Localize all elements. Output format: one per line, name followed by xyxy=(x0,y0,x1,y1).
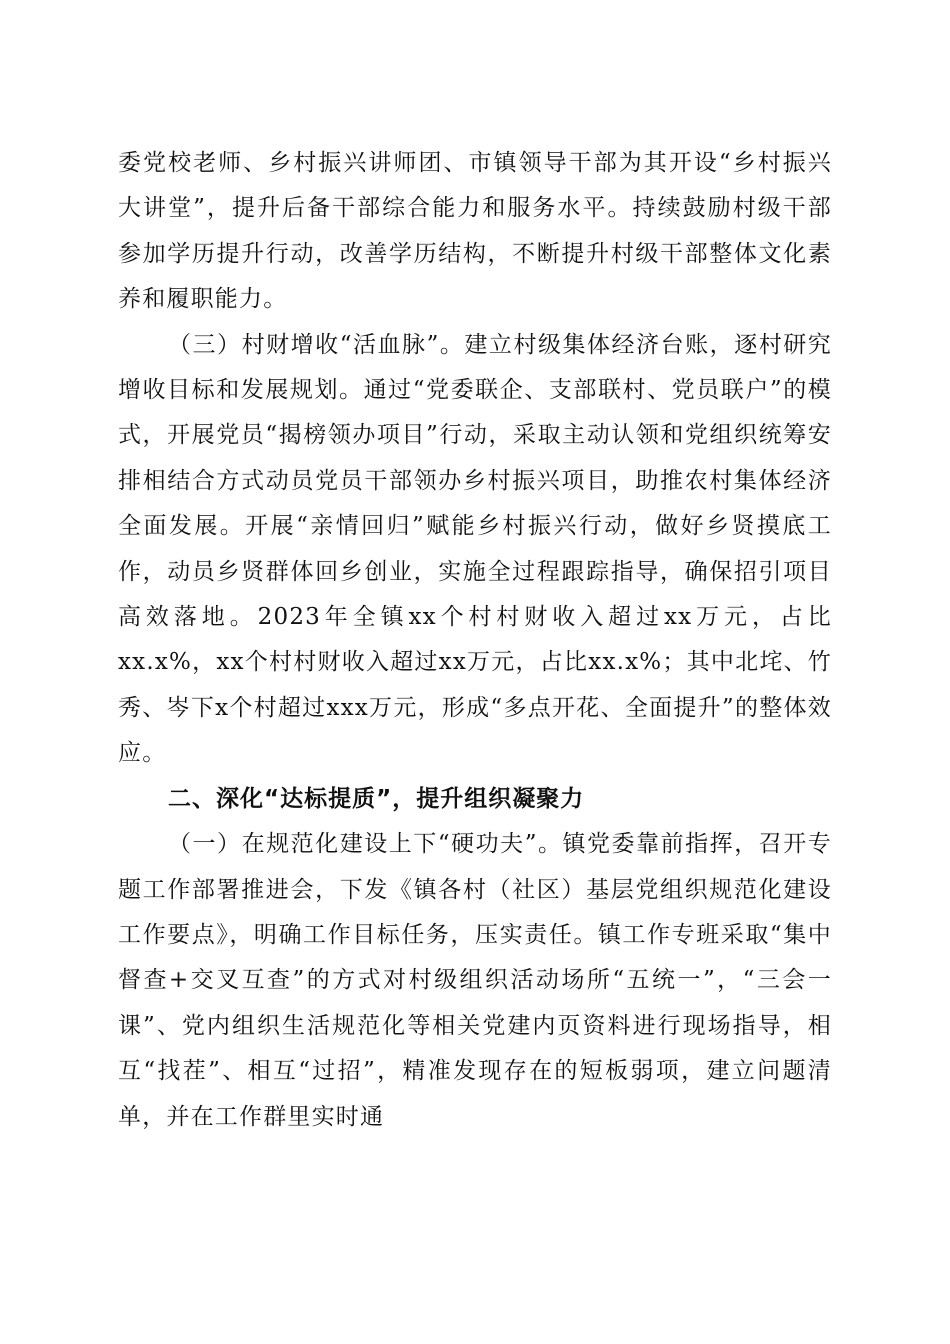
paragraph-continuation: 委党校老师、乡村振兴讲师团、市镇领导干部为其开设“乡村振兴大讲堂”，提升后备干部综合能力和服务水平。持续鼓励村级干部参加学历提升行动，改善学历结构，不断提升村级干部整体文化素养和履职能力。 xyxy=(118,150,832,313)
section-heading-2: 二、深化“达标提质”，提升组织凝聚力 xyxy=(168,785,585,812)
paragraph-section-1-3: （三）村财增收“活血脉”。建立村级集体经济台账，逐村研究增收目标和发展规划。通过“党委联企、支部联村、党员联户”的模式，开展党员“揭榜领办项目”行动，采取主动认领和党组织统筹安排相结合方式动员党员干部领办乡村振兴项目，助推农村集体经济全面发展。开展“亲情回归”赋能乡村振兴行动，做好乡贤摸底工作，动员乡贤群体回乡创业，实施全过程跟踪指导，确保招引项目高效落地。2023年全镇xx个村村财收入超过xx万元，占比xx.x%，xx个村村财收入超过xx万元，占比xx.x%；其中北垞、竹秀、岑下x个村超过xxx万元，形成“多点开花、全面提升”的整体效应。 xyxy=(118,331,832,767)
paragraph-section-2-1: （一）在规范化建设上下“硬功夫”。镇党委靠前指挥，召开专题工作部署推进会，下发《镇各村（社区）基层党组织规范化建设工作要点》，明确工作目标任务，压实责任。镇工作专班采取“集中督查+交叉互查”的方式对村级组织活动场所“五统一”，“三会一课”、党内组织生活规范化等相关党建内页资料进行现场指导，相互“找茬”、相互“过招”，精准发现存在的短板弱项，建立问题清单，并在工作群里实时通 xyxy=(118,831,832,1130)
document-page xyxy=(118,141,832,1140)
